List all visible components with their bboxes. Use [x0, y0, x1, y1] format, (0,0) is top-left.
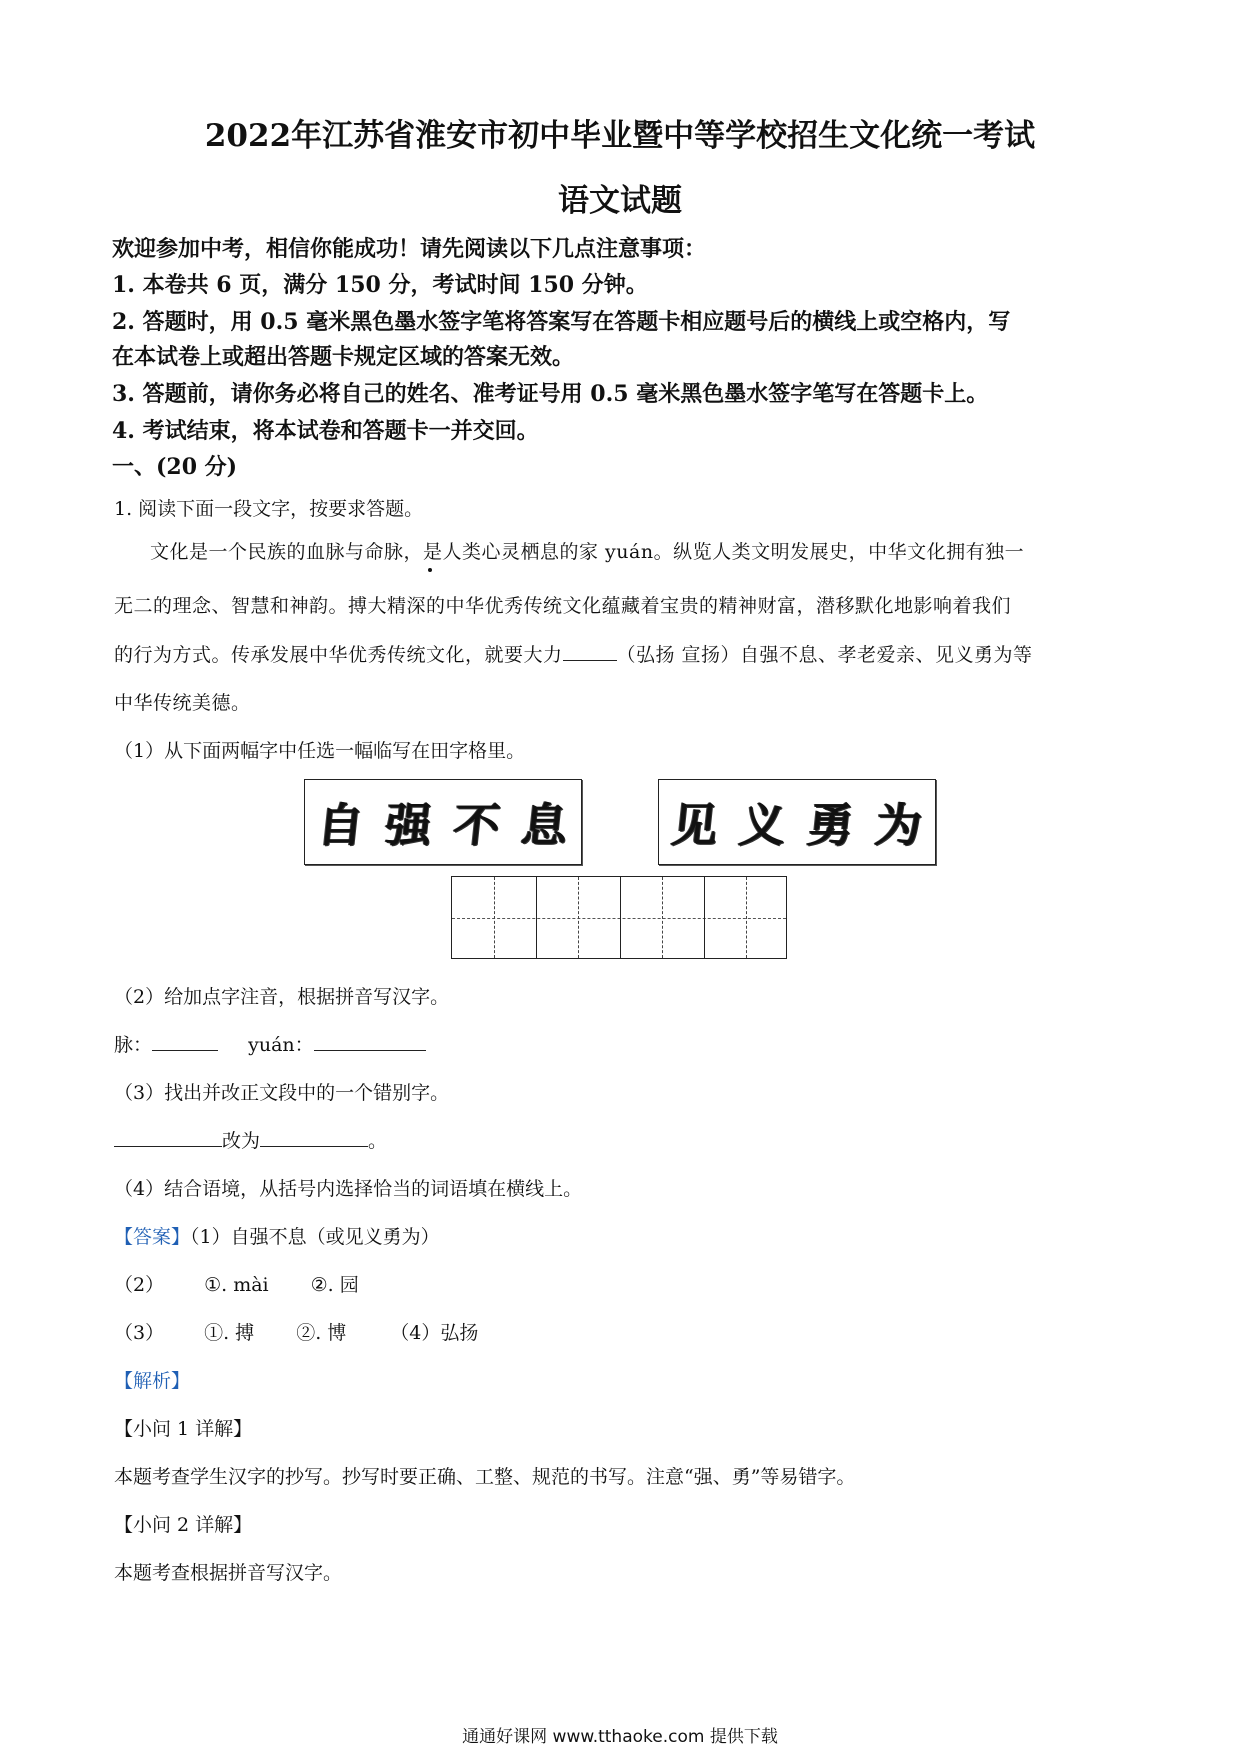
- calligraphy-char: 为: [872, 798, 925, 852]
- grid-divider: [536, 877, 578, 958]
- field-label-mai: 脉：: [114, 1034, 153, 1056]
- answer-blank-correct-char[interactable]: [260, 1126, 368, 1147]
- calligraphy-char: 强: [382, 798, 435, 852]
- answer-blank-wrong-char[interactable]: [114, 1126, 222, 1147]
- answer-line-1: [114, 1222, 440, 1249]
- answer-2a: ①. mài: [204, 1274, 269, 1296]
- grid-divider: [578, 877, 620, 958]
- calligraphy-char: 不: [450, 798, 503, 852]
- answer-2b: ②. 园: [310, 1274, 359, 1296]
- passage-line-3-part-b: （弘扬 宣扬）自强不息、孝老爱亲、见义勇为等: [616, 644, 1033, 666]
- analysis-q2-text: 本题考查根据拼音写汉字。: [114, 1562, 343, 1584]
- answer-line-2: [114, 1270, 359, 1297]
- subquestion-4: （4）结合语境，从括号内选择恰当的词语填在横线上。: [114, 1178, 583, 1200]
- passage-line-4: 中华传统美德。: [114, 692, 251, 714]
- answer-4: （4）弘扬: [390, 1322, 479, 1344]
- page-subtitle: 语文试题: [558, 183, 682, 219]
- answer-3-number: （3）: [114, 1322, 165, 1344]
- passage-line-3-part-a: 的行为方式。传承发展中华优秀传统文化，就要大力: [114, 644, 563, 666]
- grid-divider: [746, 877, 788, 958]
- answer-blank-yuan[interactable]: [314, 1030, 426, 1051]
- analysis-q1-heading: 【小问 1 详解】: [114, 1418, 253, 1440]
- calligraphy-box-left: [304, 779, 582, 865]
- notice-item-4: 4. 考试结束，将本试卷和答题卡一并交回。: [112, 418, 539, 444]
- section-heading: 一、(20 分): [112, 454, 238, 480]
- calligraphy-char: 息: [518, 798, 571, 852]
- calligraphy-box-right: [658, 779, 936, 865]
- tianzige-writing-grid[interactable]: [451, 876, 787, 959]
- question-1-prompt: 1. 阅读下面一段文字，按要求答题。: [114, 498, 424, 520]
- notice-item-2-line2: 在本试卷上或超出答题卡规定区域的答案无效。: [112, 344, 575, 370]
- grid-divider: [662, 877, 704, 958]
- period: 。: [368, 1130, 388, 1152]
- passage-line-1: 文化是一个民族的血脉与命脉，是人类心灵栖息的家 yuán。纵览人类文明发展史，中华文化拥有独一: [150, 541, 1025, 563]
- notice-intro: 欢迎参加中考，相信你能成功！请先阅读以下几点注意事项：: [112, 236, 707, 262]
- answer-line-3: [114, 1318, 478, 1345]
- notice-item-2-line1: 2. 答题时，用 0.5 毫米黑色墨水签字笔将答案写在答题卡相应题号后的横线上或空格内，写: [112, 309, 1011, 335]
- footer-credit: 通通好课网 www.tthaoke.com 提供下载: [462, 1727, 778, 1747]
- page-title: 2022年江苏省淮安市初中毕业暨中等学校招生文化统一考试: [204, 118, 1036, 154]
- analysis-tag: 【解析】: [114, 1370, 191, 1392]
- answer-3a: ①. 搏: [204, 1322, 255, 1344]
- calligraphy-char: 见: [668, 798, 721, 852]
- answer-tag: 【答案】: [114, 1226, 191, 1248]
- analysis-q1-text: 本题考查学生汉字的抄写。抄写时要正确、工整、规范的书写。注意“强、勇”等易错字。: [114, 1466, 856, 1488]
- subquestion-3: （3）找出并改正文段中的一个错别字。: [114, 1082, 450, 1104]
- grid-divider: [704, 877, 746, 958]
- field-label-yuan: yuán：: [248, 1034, 314, 1056]
- answer-3b: ②. 博: [296, 1322, 347, 1344]
- analysis-q2-heading: 【小问 2 详解】: [114, 1514, 253, 1536]
- change-label: 改为: [222, 1130, 261, 1152]
- passage-line-3: [114, 640, 1033, 667]
- notice-item-1: 1. 本卷共 6 页，满分 150 分，考试时间 150 分钟。: [112, 272, 648, 298]
- calligraphy-char: 义: [736, 798, 789, 852]
- passage-line-2: 无二的理念、智慧和神韵。搏大精深的中华优秀传统文化蕴藏着宝贵的精神财富，潜移默化地影响着我们: [114, 595, 1012, 617]
- subquestion-1: （1）从下面两幅字中任选一幅临写在田字格里。: [114, 740, 526, 762]
- subquestion-2: （2）给加点字注音，根据拼音写汉字。: [114, 986, 450, 1008]
- answer-2-number: （2）: [114, 1274, 165, 1296]
- calligraphy-char: 自: [314, 798, 367, 852]
- calligraphy-char: 勇: [804, 798, 857, 852]
- fill-blank[interactable]: [563, 640, 617, 661]
- subquestion-2-fields: [114, 1030, 426, 1057]
- answer-blank-mai[interactable]: [152, 1030, 218, 1051]
- emphasis-dot: [428, 568, 432, 572]
- subquestion-3-fields: [114, 1126, 387, 1153]
- notice-item-3: 3. 答题前，请你务必将自己的姓名、准考证号用 0.5 毫米黑色墨水签字笔写在答题卡上。: [112, 381, 989, 407]
- answer-1: （1）自强不息（或见义勇为）: [190, 1226, 440, 1248]
- grid-divider: [494, 877, 536, 958]
- grid-divider: [620, 877, 662, 958]
